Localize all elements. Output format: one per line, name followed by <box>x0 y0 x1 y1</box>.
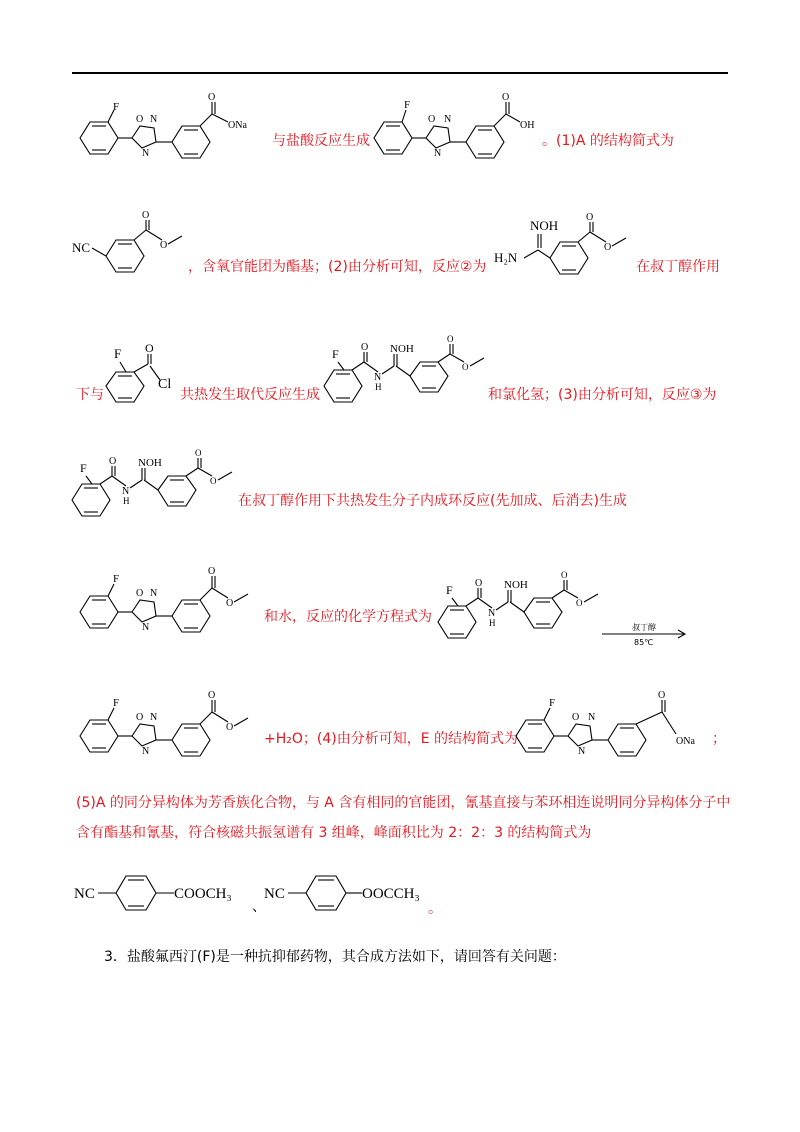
structure-e-sodium-salt <box>512 690 722 764</box>
structure-product-methyl-ester <box>70 690 270 764</box>
svg-text:NC: NC <box>72 240 91 255</box>
svg-text:叔丁醇: 叔丁醇 <box>632 623 656 632</box>
svg-text:O: O <box>561 570 568 580</box>
svg-text:O: O <box>109 456 117 467</box>
svg-text:O: O <box>226 598 234 609</box>
text-reaction-2: ，含氧官能团为酯基；(2)由分析可知，反应②为 <box>188 259 487 275</box>
svg-text:O: O <box>208 566 216 577</box>
svg-text:ONa: ONa <box>676 736 695 747</box>
svg-text:N: N <box>434 148 442 159</box>
structure-methyl-cyanobenzoate <box>70 210 190 292</box>
svg-text:H: H <box>375 382 382 392</box>
structure-amidoxime-ester <box>494 212 634 292</box>
svg-text:N: N <box>588 712 596 723</box>
svg-text:N: N <box>488 608 496 619</box>
svg-text:N: N <box>150 588 158 599</box>
svg-text:NOH: NOH <box>530 218 559 233</box>
structure-sodium-carboxylate-oxadiazole <box>70 92 270 170</box>
svg-text:F: F <box>549 697 556 709</box>
svg-text:ONa: ONa <box>228 120 247 131</box>
svg-text:O: O <box>136 114 144 125</box>
svg-text:O: O <box>195 448 202 458</box>
svg-text:O: O <box>226 722 234 733</box>
svg-text:F: F <box>113 573 120 585</box>
structure-methyl-ester-oxadiazole <box>70 566 270 640</box>
svg-text:H: H <box>123 496 130 506</box>
svg-text:O: O <box>604 242 612 253</box>
svg-text:O: O <box>136 712 144 723</box>
text-isomer-line-1: (5)A 的同分异构体为芳香族化合物，与 A 含有相同的官能团，氰基直接与苯环相连说明同分异构体分子中 <box>76 795 731 811</box>
structure-methyl-4-cyanobenzoate <box>72 868 262 918</box>
svg-text:O: O <box>160 240 168 251</box>
svg-text:F: F <box>80 461 87 475</box>
svg-text:F: F <box>114 346 122 361</box>
svg-text:O: O <box>658 690 666 701</box>
svg-text:O: O <box>210 476 217 486</box>
text-with: 下与 <box>76 387 104 403</box>
svg-text:H₂N: H₂N <box>494 250 518 265</box>
svg-text:F: F <box>332 347 339 361</box>
structure-acylated-amidoxime-3 <box>436 570 606 648</box>
svg-text:O: O <box>586 212 594 223</box>
svg-text:N: N <box>578 746 586 757</box>
svg-text:N: N <box>142 148 150 159</box>
svg-text:O: O <box>428 114 436 125</box>
svg-text:COOCH₃: COOCH₃ <box>174 886 232 902</box>
text-substitution: 共热发生取代反应生成 <box>180 387 320 403</box>
structure-fluorobenzoyl-chloride <box>102 341 182 412</box>
svg-text:F: F <box>446 583 453 597</box>
svg-text:O: O <box>142 210 150 221</box>
svg-text:85℃: 85℃ <box>634 638 654 647</box>
text-semicolon: ； <box>712 731 726 747</box>
svg-text:OH: OH <box>520 120 535 131</box>
svg-text:NOH: NOH <box>390 343 414 355</box>
text-water-equation: 和水，反应的化学方程式为 <box>264 609 432 625</box>
svg-text:F: F <box>113 697 120 709</box>
svg-text:N: N <box>142 622 150 633</box>
svg-text:F: F <box>404 99 411 111</box>
svg-text:O: O <box>475 578 483 589</box>
svg-text:O: O <box>208 92 216 103</box>
svg-text:NOH: NOH <box>138 457 162 469</box>
header-rule <box>72 72 728 74</box>
svg-text:O: O <box>576 598 583 608</box>
svg-text:O: O <box>462 362 469 372</box>
svg-text:N: N <box>444 114 452 125</box>
structure-acylated-amidoxime <box>322 334 492 412</box>
svg-text:F: F <box>113 101 120 113</box>
structure-4-cyanophenyl-acetate <box>262 868 442 918</box>
svg-text:O: O <box>145 341 154 355</box>
text-separator: 、 <box>252 899 266 915</box>
text-water-e-structure: +H₂O；(4)由分析可知，E 的结构简式为 <box>264 731 519 747</box>
text-isomer-line-2: 含有酯基和氰基，符合核磁共振氢谱有 3 组峰，峰面积比为 2：2：3 的结构简式为 <box>76 825 592 841</box>
svg-text:O: O <box>502 92 510 103</box>
text-cyclization: 在叔丁醇作用下共热发生分子内成环反应(先加成、后消去)生成 <box>238 493 627 509</box>
svg-text:N: N <box>122 486 130 497</box>
text-hcl-reaction-3: 和氯化氢；(3)由分析可知，反应③为 <box>488 387 717 403</box>
svg-text:NOH: NOH <box>504 579 528 591</box>
svg-text:N: N <box>150 114 158 125</box>
text-period: 。 <box>428 901 442 917</box>
svg-text:O: O <box>361 342 369 353</box>
svg-text:O: O <box>208 690 216 701</box>
svg-text:O: O <box>136 588 144 599</box>
reaction-arrow <box>600 620 690 650</box>
svg-text:N: N <box>142 746 150 757</box>
svg-text:NC: NC <box>74 886 95 902</box>
structure-carboxylic-acid-oxadiazole <box>370 92 550 170</box>
svg-text:OOCCH₃: OOCCH₃ <box>362 886 420 902</box>
svg-text:N: N <box>150 712 158 723</box>
structure-acylated-amidoxime-2 <box>70 448 240 526</box>
svg-text:H: H <box>489 618 496 628</box>
text-tert-butanol: 在叔丁醇作用 <box>636 259 720 275</box>
svg-text:N: N <box>374 372 382 383</box>
question-3: 3．盐酸氟西汀(F)是一种抗抑郁药物，其合成方法如下，请回答有关问题： <box>104 949 566 965</box>
svg-text:O: O <box>572 712 580 723</box>
svg-text:O: O <box>447 334 454 344</box>
svg-text:Cl: Cl <box>158 377 172 392</box>
text-answer-1: 。(1)A 的结构简式为 <box>542 133 674 149</box>
text-react-hcl: 与盐酸反应生成 <box>272 133 370 149</box>
svg-text:NC: NC <box>264 886 285 902</box>
